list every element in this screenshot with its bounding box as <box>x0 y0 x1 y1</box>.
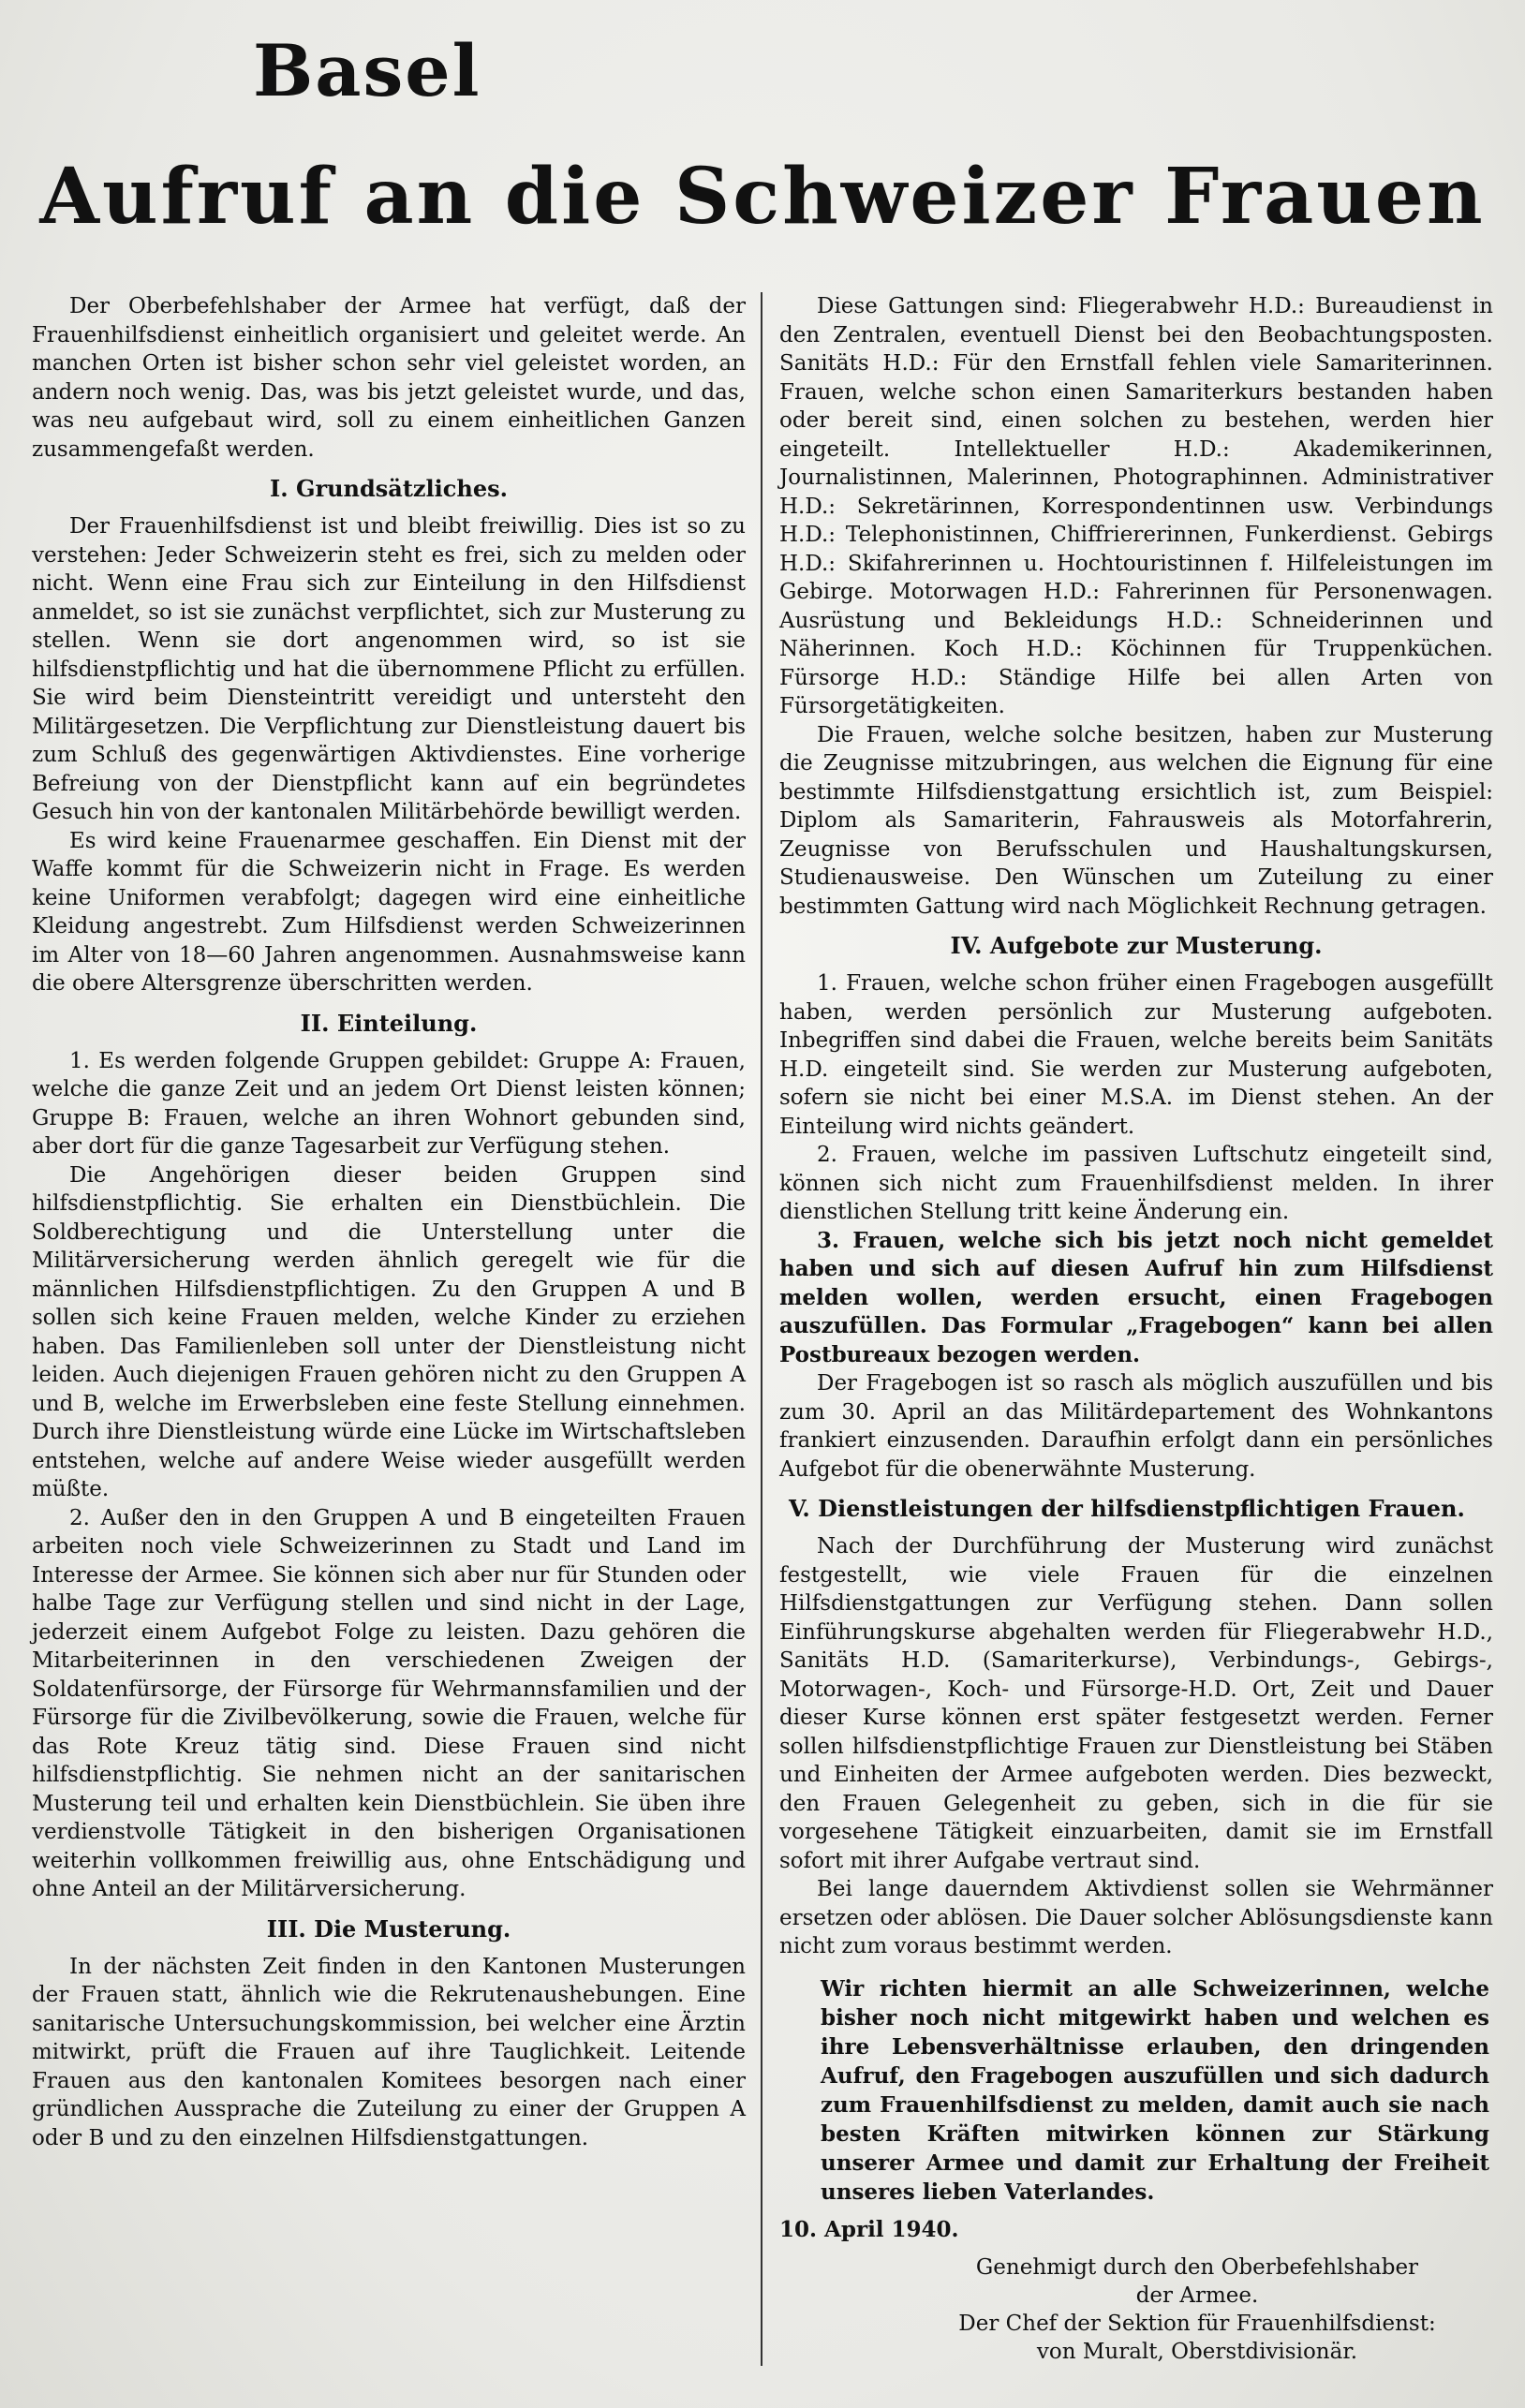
signature-line-4: von Muralt, Oberstdivisionär. <box>1036 2339 1358 2364</box>
section-3-paragraph-2: Diese Gattungen sind: Fliegerabwehr H.D.: Bureaudienst in den Zentralen, eventuell Dienst bei den Beobachtungsposten. Sanitäts H.D.: Für den Ernstfall fehlen viele Samariterinnen. Frauen, welche schon einen Samariterkurs bestanden haben oder bereit sind, einen solchen zu bestehen, werden hier eingeteilt. Intellektueller H.D.: Akademikerinnen, Journalistinnen, Malerinnen, Photographinnen. Administrativer H.D.: Sekretärinnen, Korrespondentinnen usw. Verbindungs H.D.: Telephonistinnen, Chiffriererinnen, Funkerdienst. Gebirgs H.D.: Skifahrerinnen u. Hochtouristinnen f. Hilfeleistungen im Gebirge. Motorwagen H.D.: Fahrerinnen für Personenwagen. Ausrüstung und Bekleidungs H.D.: Schneiderinnen und Näherinnen. Koch H.D.: Köchinnen für Truppenküchen. Fürsorge H.D.: Ständige Hilfe bei allen Arten von Fürsorgetätigkeiten. <box>779 294 1493 718</box>
section-5-paragraph-2: Bei lange dauerndem Aktivdienst sollen sie Wehrmänner ersetzen oder ablösen. Die Dauer solcher Ablösungsdienste kann nicht zum voraus bestimmt werden. <box>779 1877 1493 1958</box>
section-3-paragraph-3: Die Frauen, welche solche besitzen, haben zur Musterung die Zeugnisse mitzubringen, aus welchen die Eignung für eine bestimmte Hilfsdienstgattung ersichtlich ist, zum Beispiel: Diplom als Samariterin, Fahrausweis als Motorfahrerin, Zeugnisse von Berufsschulen und Haushaltungskursen, Studienausweise. Den Wünschen um Zuteilung zu einer bestimmten Gattung wird nach Möglichkeit Rechnung getragen. <box>779 722 1493 919</box>
section-4-paragraph-2: 2. Frauen, welche im passiven Luftschutz eingeteilt sind, können sich nicht zum Frauenhilfsdienst melden. In ihrer dienstlichen Stellung tritt keine Änderung ein. <box>779 1143 1493 1224</box>
section-heading-5: V. Dienstleistungen der hilfsdienstpflichtigen Frauen. <box>789 1495 1465 1522</box>
section-4-paragraph-4: Der Fragebogen ist so rasch als möglich auszufüllen und bis zum 30. April an das Militärdepartement des Wohnkantons frankiert einzusenden. Daraufhin erfolgt dann ein persönliches Aufgebot für die obenerwähnte Musterung. <box>779 1371 1493 1482</box>
section-4-paragraph-1: 1. Frauen, welche schon früher einen Fragebogen ausgefüllt haben, werden persönlich zur Musterung aufgeboten. Inbegriffen sind dabei die Frauen, welche bereits beim Sanitäts H.D. eingeteilt sind. Sie werden zur Musterung aufgeboten, sofern sie nicht bei einer M.S.A. im Dienst stehen. An der Einteilung wird nichts geändert. <box>779 971 1493 1139</box>
page-title: Aufruf an die Schweizer Frauen <box>39 152 1486 242</box>
intro-paragraph: Der Oberbefehlshaber der Armee hat verfügt, daß der Frauenhilfsdienst einheitlich organisiert und geleitet werde. An manchen Orten ist bisher schon sehr viel geleistet worden, an andern noch wenig. Das, was bis jetzt geleistet wurde, und das, was neu aufgebaut wird, soll zu einem einheitlichen Ganzen zusammengefaßt werden. <box>32 294 746 462</box>
section-2-paragraph-2: Die Angehörigen dieser beiden Gruppen sind hilfsdienstpflichtig. Sie erhalten ein Dienstbüchlein. Die Soldberechtigung und die Unterstellung unter die Militärversicherung werden ähnlich geregelt wie für die männlichen Hilfsdienstpflichtigen. Zu den Gruppen A und B sollen sich keine Frauen melden, welche Kinder zu erziehen haben. Das Familienleben soll unter der Dienstleistung nicht leiden. Auch diejenigen Frauen gehören nicht zu den Gruppen A und B, welche im Erwerbsleben eine feste Stellung einnehmen. Durch ihre Dienstleistung würde eine Lücke im Wirtschaftsleben entstehen, welche auf andere Weise wieder ausgefüllt werden müßte. <box>32 1162 746 1501</box>
section-1-paragraph-2: Es wird keine Frauenarmee geschaffen. Ein Dienst mit der Waffe kommt für die Schweizerin nicht in Frage. Es werden keine Uniformen verabfolgt; dagegen wird eine einheitliche Kleidung angestrebt. Zum Hilfsdienst werden Schweizerinnen im Alter von 18—60 Jahren angenommen. Ausnahmsweise kann die obere Altersgrenze überschritten werden. <box>32 828 746 996</box>
section-5-paragraph-1: Nach der Durchführung der Musterung wird zunächst festgestellt, wie viele Frauen für die einzelnen Hilfsdienstgattungen zur Verfügung stehen. Dann sollen Einführungskurse abgehalten werden für Fliegerabwehr H.D., Sanitäts H.D. (Samariterkurse), Verbindungs-, Gebirgs-, Motorwagen-, Koch- und Fürsorge-H.D. Ort, Zeit und Dauer dieser Kurse können erst später festgesetzt werden. Ferner sollen hilfsdienstpflichtige Frauen zur Dienstleistung bei Stäben und Einheiten der Armee aufgeboten werden. Dies bezweckt, den Frauen Gelegenheit zu geben, sich in die für sie vorgesehene Tätigkeit einzuarbeiten, damit sie im Ernstfall sofort mit ihrer Aufgabe vertraut sind. <box>779 1534 1493 1873</box>
section-4-paragraph-3: 3. Frauen, welche sich bis jetzt noch nicht gemeldet haben und sich auf diesen Aufruf hin zum Hilfsdienst melden wollen, werden ersucht, einen Fragebogen auszufüllen. Das Formular „Fragebogen“ kann bei allen Postbureaux bezogen werden. <box>779 1227 1493 1367</box>
article-columns <box>32 292 1493 2366</box>
date-line: 10. April 1940. <box>779 2216 959 2242</box>
section-heading-1: I. Grundsätzliches. <box>270 475 508 502</box>
signature-line-1: Genehmigt durch den Oberbefehlshaber <box>975 2254 1419 2280</box>
right-column <box>762 292 1493 2366</box>
section-3-paragraph-1: In der nächsten Zeit finden in den Kantonen Musterungen der Frauen statt, ähnlich wie die Rekrutenaushebungen. Eine sanitarische Untersuchungskommission, bei welcher eine Ärztin mitwirkt, prüft die Frauen auf ihre Tauglichkeit. Leitende Frauen aus den kantonalen Komitees besorgen nach einer gründlichen Aussprache die Zuteilung zu einer der Gruppen A oder B und zu den einzelnen Hilfsdienstgattungen. <box>32 1954 746 2150</box>
section-heading-3: III. Die Musterung. <box>266 1914 511 1943</box>
appeal-paragraph: Wir richten hiermit an alle Schweizerinnen, welche bisher noch nicht mitgewirkt haben und welchen es ihre Lebensverhältnisse erlauben, den dringenden Aufruf, den Fragebogen auszufüllen und sich dadurch zum Frauenhilfsdienst zu melden, damit auch sie nach besten Kräften mitwirken können zur Stärkung unserer Armee und damit zur Erhaltung der Freiheit unseres lieben Vaterlandes. <box>821 1975 1489 2205</box>
city-kicker: Basel <box>253 29 481 112</box>
signature-line-2: der Armee. <box>1135 2282 1259 2308</box>
section-1-paragraph-1: Der Frauenhilfsdienst ist und bleibt freiwillig. Dies ist so zu verstehen: Jeder Schweizerin steht es frei, sich zu melden oder nicht. Wenn eine Frau sich zur Einteilung in den Hilfsdienst anmeldet, so ist sie zunächst verpflichtet, sich zur Musterung zu stellen. Wenn sie dort angenommen wird, so ist sie hilfsdienstpflichtig und hat die übernommene Pflicht zu erfüllen. Sie wird beim Diensteintritt vereidigt und untersteht den Militärgesetzen. Die Verpflichtung zur Dienstleistung dauert bis zum Schluß des gegenwärtigen Aktivdienstes. Eine vorherige Befreiung von der Dienstpflicht kann auf ein begründetes Gesuch hin von der kantonalen Militärbehörde bewilligt werden. <box>32 514 746 824</box>
signature-line-3: Der Chef der Sektion für Frauenhilfsdienst: <box>958 2311 1436 2336</box>
left-column <box>32 292 762 2366</box>
section-heading-2: II. Einteilung. <box>300 1009 478 1037</box>
section-heading-4: IV. Aufgebote zur Musterung. <box>950 932 1323 959</box>
section-2-paragraph-3: 2. Außer den in den Gruppen A und B eingeteilten Frauen arbeiten noch viele Schweizerinnen zu Stadt und Land im Interesse der Armee. Sie können sich aber nur für Stunden oder halbe Tage zur Verfügung stellen und sind nicht in der Lage, jederzeit einem Aufgebot Folge zu leisten. Dazu gehören die Mitarbeiterinnen in den verschiedenen Zweigen der Soldatenfürsorge, der Fürsorge für Wehrmannsfamilien und der Fürsorge für die Zivilbevölkerung, sowie die Frauen, welche für das Rote Kreuz tätig sind. Diese Frauen sind nicht hilfsdienstpflichtig. Sie nehmen nicht an der sanitarischen Musterung teil und erhalten kein Dienstbüchlein. Sie üben ihre verdienstvolle Tätigkeit in den bisherigen Organisationen weiterhin vollkommen freiwillig aus, ohne Entschädigung und ohne Anteil an der Militärversicherung. <box>32 1505 746 1901</box>
signature-block <box>779 2253 1493 2366</box>
section-2-paragraph-1: 1. Es werden folgende Gruppen gebildet: Gruppe A: Frauen, welche die ganze Zeit und an jedem Ort Dienst leisten können; Gruppe B: Frauen, welche an ihren Wohnort gebunden sind, aber dort für die ganze Tagesarbeit zur Verfügung stehen. <box>32 1048 746 1159</box>
